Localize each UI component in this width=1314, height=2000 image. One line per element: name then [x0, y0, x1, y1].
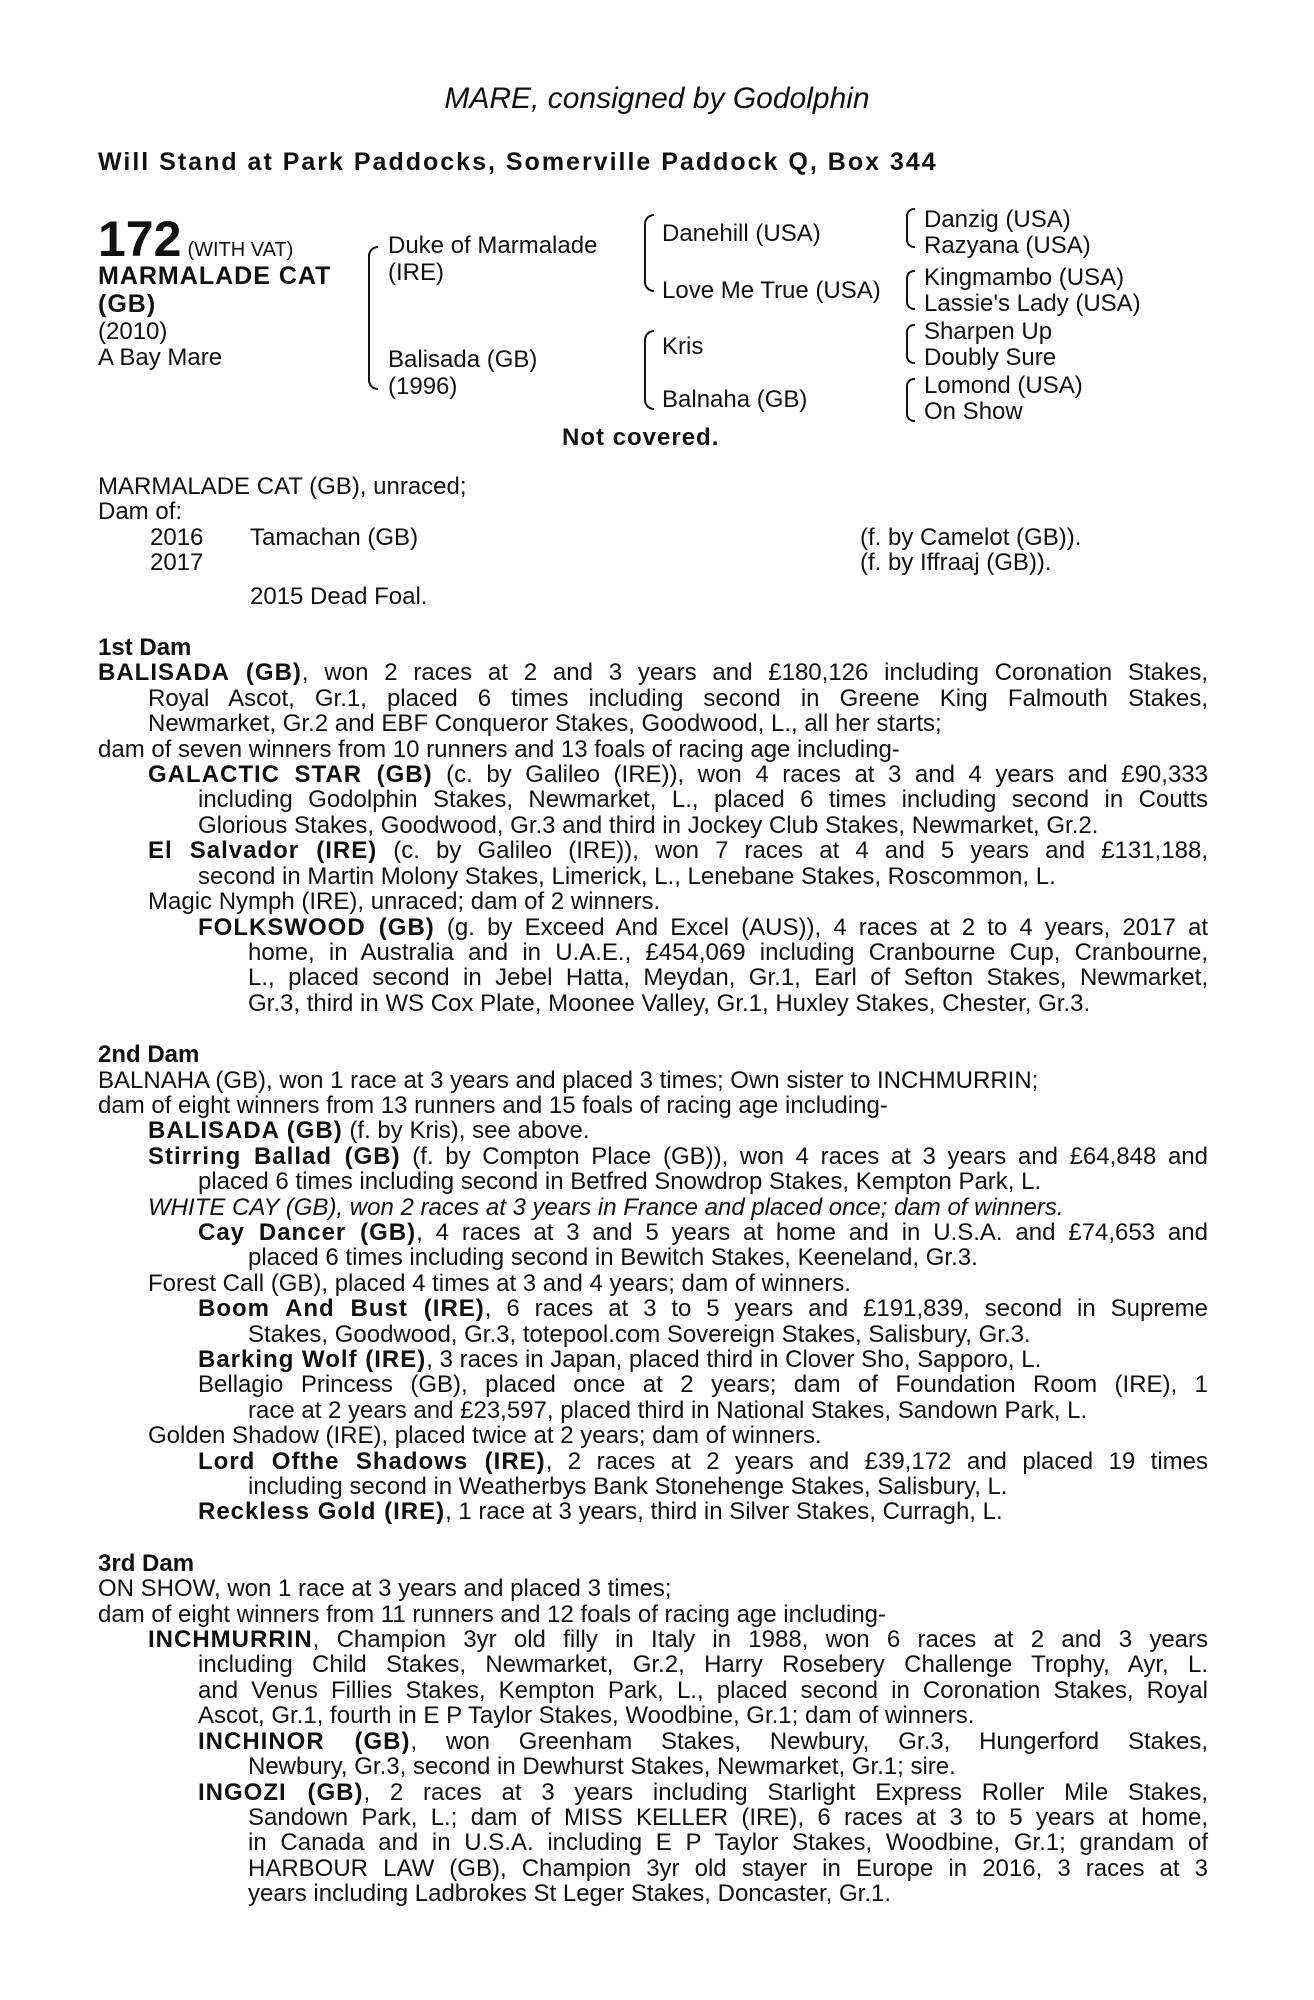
produce-name: Tamachan (GB): [250, 523, 419, 551]
ggdam-4: On Show: [924, 398, 1023, 425]
second-dam-line: Forest Call (GB), placed 4 times at 3 and 4 years; dam of winners.: [148, 1269, 851, 1297]
first-dam-line: BALISADA (GB), won 2 races at 2 and 3 years and £180,126 including Coronation Stakes,: [98, 659, 1208, 687]
ggdam-2: Lassie's Lady (USA): [924, 290, 1141, 317]
brace-sire-dam: [368, 246, 378, 390]
dead-foal: 2015 Dead Foal.: [250, 582, 428, 610]
second-dam-line: Lord Ofthe Shadows (IRE), 2 races at 2 years and £39,172 and placed 19 times: [198, 1447, 1209, 1475]
produce-row: [98, 550, 1208, 575]
dam-dam: Balnaha (GB): [662, 386, 808, 413]
first-dam-line: Royal Ascot, Gr.1, placed 6 times including second in Greene King Falmouth Stakes,: [148, 684, 1208, 712]
dam-year: (1996): [388, 373, 458, 400]
third-dam-line: dam of eight winners from 11 runners and 12 foals of racing age including-: [98, 1600, 887, 1628]
third-dam-line: Newbury, Gr.3, second in Dewhurst Stakes, Newmarket, Gr.1; sire.: [248, 1753, 956, 1781]
vat-label: (WITH VAT): [187, 239, 294, 261]
second-dam-line: WHITE CAY (GB), won 2 races at 3 years in France and placed once; dam of winners.: [148, 1193, 1064, 1221]
third-dam-line: INCHMURRIN, Champion 3yr old filly in Italy in 1988, won 6 races at 2 and 3 years: [148, 1626, 1208, 1654]
third-dam-line: including Child Stakes, Newmarket, Gr.2, Harry Rosebery Challenge Trophy, Ayr, L.: [198, 1651, 1208, 1679]
sire-sire: Danehill (USA): [662, 220, 821, 247]
catalogue-body: [98, 474, 1208, 1907]
horse-name-line2: (GB): [98, 290, 157, 318]
horse-name-line1: MARMALADE CAT: [98, 262, 332, 290]
ggsire-3: Sharpen Up: [924, 318, 1053, 345]
standing-location: Will Stand at Park Paddocks, Somerville Paddock Q, Box 344: [98, 148, 938, 176]
second-dam-line: Boom And Bust (IRE), 6 races at 3 to 5 years and £191,839, second in Supreme: [198, 1295, 1208, 1323]
first-dam-line: Magic Nymph (IRE), unraced; dam of 2 winners.: [148, 888, 661, 916]
first-dam-line: FOLKSWOOD (GB) (g. by Exceed And Excel (AUS)), 4 races at 2 to 4 years, 2017 at: [198, 913, 1208, 941]
sire-origin: (IRE): [388, 259, 444, 286]
horse-description: A Bay Mare: [98, 344, 223, 371]
sire: [388, 232, 597, 286]
second-dam-line: race at 2 years and £23,597, placed third in National Stakes, Sandown Park, L.: [248, 1396, 1088, 1424]
third-dam-line: and Venus Fillies Stakes, Kempton Park, L., placed second in Coronation Stakes, Royal: [198, 1676, 1208, 1704]
brace-dd: [906, 378, 915, 422]
sire-name: Duke of Marmalade: [388, 232, 598, 259]
not-covered: Not covered.: [562, 424, 720, 451]
third-dam-heading: 3rd Dam: [98, 1549, 195, 1577]
third-dam-line: Ascot, Gr.1, fourth in E P Taylor Stakes, Woodbine, Gr.1; dam of winners.: [198, 1702, 975, 1730]
produce-year: 2016: [150, 523, 204, 551]
horse-year: (2010): [98, 318, 168, 345]
third-dam-line: HARBOUR LAW (GB), Champion 3yr old stayer in Europe in 2016, 3 races at 3: [248, 1854, 1208, 1882]
first-dam-line: Gr.3, third in WS Cox Plate, Moonee Valley, Gr.1, Huxley Stakes, Chester, Gr.3.: [248, 989, 1091, 1017]
second-dam-line: including second in Weatherbys Bank Stonehenge Stakes, Salisbury, L.: [248, 1473, 1008, 1501]
first-dam-line: El Salvador (IRE) (c. by Galileo (IRE)), won 7 races at 4 and 5 years and £131,188,: [148, 837, 1208, 865]
first-dam-line: including Godolphin Stakes, Newmarket, L., placed 6 times including second in Coutts: [198, 786, 1208, 814]
brace-dam: [644, 330, 654, 410]
page-title: MARE, consigned by Godolphin: [444, 82, 870, 115]
lot-number: 172: [98, 211, 182, 267]
second-dam-line: Stirring Ballad (GB) (f. by Compton Place (GB)), won 4 races at 3 years and £64,848 and: [148, 1142, 1209, 1170]
dam-name: Balisada (GB): [388, 346, 538, 373]
lot-number-block: [98, 210, 293, 268]
mare-intro: MARMALADE CAT (GB), unraced;: [98, 473, 467, 500]
third-dam-line: INCHINOR (GB), won Greenham Stakes, Newbury, Gr.3, Hungerford Stakes,: [198, 1727, 1208, 1755]
second-dam-line: Reckless Gold (IRE), 1 race at 3 years, third in Silver Stakes, Curragh, L.: [198, 1498, 1003, 1526]
second-dam-line: BALISADA (GB) (f. by Kris), see above.: [148, 1117, 590, 1145]
ggdam-3: Doubly Sure: [924, 344, 1057, 371]
second-dam-line: Bellagio Princess (GB), placed once at 2 years; dam of Foundation Room (IRE), 1: [198, 1371, 1208, 1399]
ggdam-1: Razyana (USA): [924, 232, 1091, 259]
first-dam-heading: 1st Dam: [98, 634, 192, 662]
horse-name: [98, 262, 358, 318]
third-dam-line: Sandown Park, L.; dam of MISS KELLER (IRE), 6 races at 3 to 5 years at home,: [248, 1803, 1208, 1831]
brace-sire: [644, 214, 654, 292]
first-dam-line: home, in Australia and in U.A.E., £454,069 including Cranbourne Cup, Cranbourne,: [248, 938, 1208, 966]
brace-sd: [906, 270, 915, 310]
sire-dam: Love Me True (USA): [662, 277, 881, 304]
ggsire-1: Danzig (USA): [924, 206, 1071, 233]
second-dam-line: Barking Wolf (IRE), 3 races in Japan, placed third in Clover Sho, Sapporo, L.: [198, 1346, 1042, 1373]
first-dam-line: Newmarket, Gr.2 and EBF Conqueror Stakes, Goodwood, L., all her starts;: [148, 710, 942, 738]
first-dam-line: L., placed second in Jebel Hatta, Meydan, Gr.1, Earl of Sefton Stakes, Newmarket,: [248, 964, 1208, 992]
dam-sire: Kris: [662, 333, 704, 360]
produce-by: (f. by Camelot (GB)).: [860, 523, 1082, 551]
second-dam-line: Stakes, Goodwood, Gr.3, totepool.com Sovereign Stakes, Salisbury, Gr.3.: [248, 1320, 1031, 1348]
dam-of-label: Dam of:: [98, 498, 183, 526]
produce-name: [250, 550, 580, 575]
second-dam-line: Cay Dancer (GB), 4 races at 3 and 5 years at home and in U.S.A. and £74,653 and: [198, 1218, 1208, 1246]
second-dam-line: dam of eight winners from 13 runners and 15 foals of racing age including-: [98, 1091, 888, 1119]
third-dam-line: in Canada and in U.S.A. including E P Taylor Stakes, Woodbine, Gr.1; grandam of: [248, 1829, 1208, 1857]
third-dam-line: INGOZI (GB), 2 races at 3 years including Starlight Express Roller Mile Stakes,: [198, 1778, 1208, 1806]
ggsire-4: Lomond (USA): [924, 372, 1083, 399]
first-dam-line: dam of seven winners from 10 runners and 13 foals of racing age including-: [98, 735, 900, 763]
produce-row: [98, 525, 1208, 550]
ggsire-2: Kingmambo (USA): [924, 264, 1125, 291]
produce-by: (f. by Iffraaj (GB)).: [860, 549, 1052, 577]
third-dam-line: years including Ladbrokes St Leger Stakes, Doncaster, Gr.1.: [248, 1880, 892, 1908]
brace-ss: [906, 208, 915, 248]
second-dam-line: Golden Shadow (IRE), placed twice at 2 years; dam of winners.: [148, 1422, 822, 1450]
first-dam-line: GALACTIC STAR (GB) (c. by Galileo (IRE)), won 4 races at 3 and 4 years and £90,333: [148, 761, 1208, 789]
first-dam-line: second in Martin Molony Stakes, Limerick, L., Lenebane Stakes, Roscommon, L.: [198, 862, 1056, 890]
third-dam-line: ON SHOW, won 1 race at 3 years and placed 3 times;: [98, 1575, 672, 1603]
first-dam-line: Glorious Stakes, Goodwood, Gr.3 and third in Jockey Club Stakes, Newmarket, Gr.2.: [198, 811, 1099, 839]
dam: [388, 346, 537, 400]
second-dam-line: BALNAHA (GB), won 1 race at 3 years and placed 3 times; Own sister to INCHMURRIN;: [98, 1066, 1039, 1094]
second-dam-line: placed 6 times including second in Betfred Snowdrop Stakes, Kempton Park, L.: [198, 1168, 1042, 1196]
second-dam-heading: 2nd Dam: [98, 1041, 200, 1069]
brace-ds: [906, 324, 915, 364]
second-dam-line: placed 6 times including second in Bewitch Stakes, Keeneland, Gr.3.: [248, 1244, 978, 1272]
produce-year: 2017: [150, 549, 204, 577]
